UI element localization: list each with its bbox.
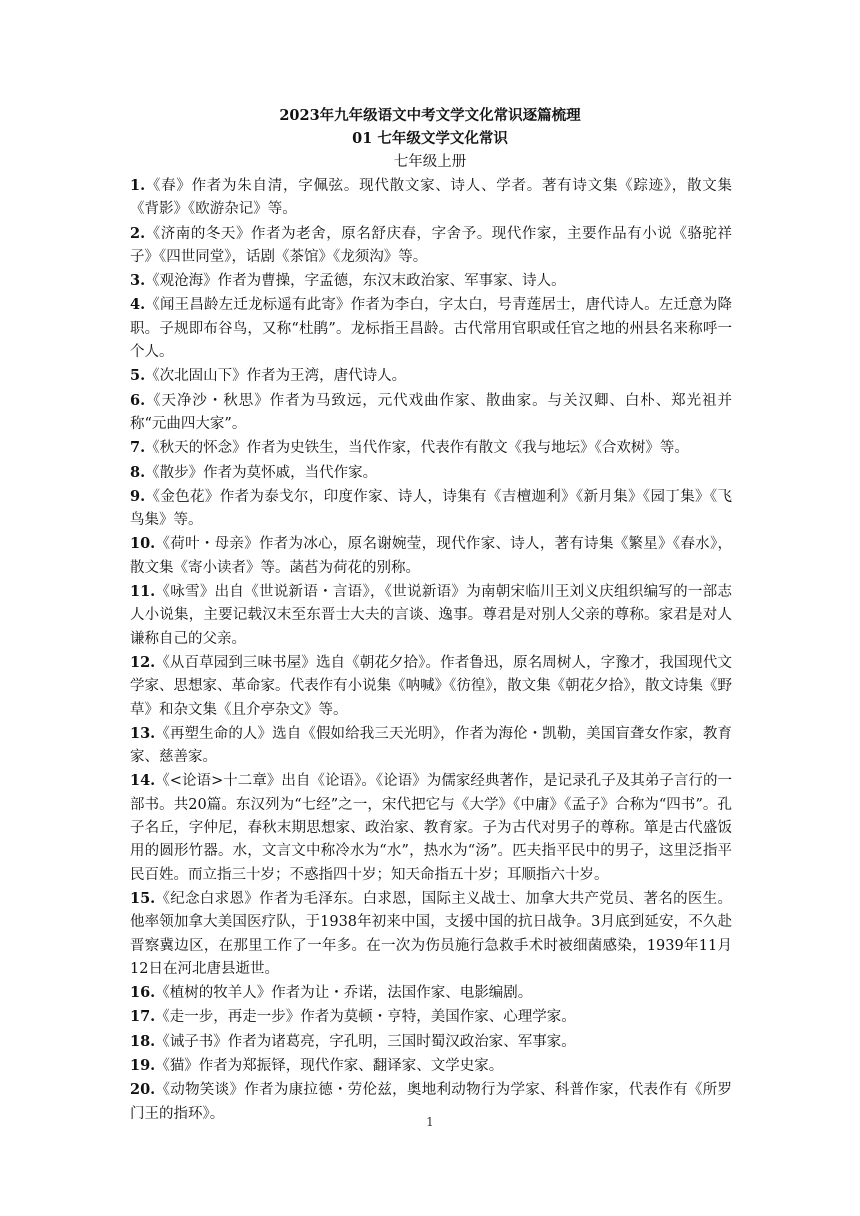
document-title: 2023年九年级语文中考文学文化常识逐篇梳理 — [279, 107, 581, 124]
item-list — [130, 174, 732, 1126]
item-text: 《咏雪》出自《世说新语・言语》，《世说新语》为南朝宋临川王刘义庆组织编写的一部志人小说集，主要记载汉末至东晋士大夫的言谈、逸事。尊君是对别人父亲的尊称。家君是对人谦称自己的父亲。 — [130, 584, 732, 647]
item-text: 《再塑生命的人》选自《假如给我三天光明》，作者为海伦・凯勒，美国盲聋女作家，教育家、慈善家。 — [130, 725, 732, 766]
item-text: 《植树的牧羊人》作者为让・乔诺，法国作家、电影编剧。 — [155, 985, 533, 1002]
item-number: 3. — [130, 272, 146, 290]
list-item — [130, 1030, 732, 1054]
item-text: 《闻王昌龄左迁龙标遥有此寄》作者为李白，字太白，号青莲居士，唐代诗人。左迁意为降职。子规即布谷鸟，又称“杜鹃”。龙标指王昌龄。古代常用官职或任官之地的州县名来称呼一个人。 — [130, 297, 732, 361]
list-item — [130, 222, 732, 270]
item-text: 《走一步，再走一步》作者为莫顿・亨特，美国作家、心理学家。 — [155, 1009, 576, 1026]
item-text: 《<论语>十二章》出自《论语》。《论语》为儒家经典著作，是记录孔子及其弟子言行的一部书。共20篇。东汉列为“七经”之一，宋代把它与《大学》《中庸》《孟子》合称为“四书”。孔子名丘，字仲尼，春秋末期思想家、政治家、教育家。子为古代对男子的尊称。箪是古代盛饭用的圆形竹器。水，文言文中称冷水为“水”，热水为“汤”。匹夫指平民中的男子，这里泛指平民百姓。而立指三十岁；不惑指四十岁；知天命指五十岁；耳顺指六十岁。 — [130, 773, 732, 883]
list-item — [130, 981, 732, 1005]
item-number: 15. — [130, 889, 156, 907]
item-number: 6. — [130, 391, 146, 409]
item-number: 2. — [130, 224, 146, 242]
item-text: 《荷叶・母亲》作者为冰心，原名谢婉莹，现代作家、诗人，著有诗集《繁星》《春水》，散文集《寄小读者》等。菡萏为荷花的别称。 — [130, 536, 732, 576]
list-item — [130, 389, 732, 437]
section-heading: 七年级上册 — [393, 154, 467, 170]
item-text: 《诫子书》作者为诸葛亮，字孔明，三国时蜀汉政治家、军事家。 — [155, 1033, 576, 1050]
item-number: 12. — [130, 653, 156, 671]
item-text: 《散步》作者为莫怀戚，当代作家。 — [145, 464, 378, 481]
list-item — [130, 651, 732, 722]
item-text: 《济南的冬天》作者为老舍，原名舒庆春，字舍予。现代作家，主要作品有小说《骆驼祥子》《四世同堂》，话剧《茶馆》《龙须沟》等。 — [130, 225, 732, 265]
item-text: 《动物笑谈》作者为康拉德・劳伦兹，奥地利动物行为学家、科普作家，代表作有《所罗门王的指环》。 — [130, 1082, 732, 1122]
item-number: 13. — [130, 724, 156, 742]
item-number: 8. — [130, 463, 146, 481]
item-text: 《观沧海》作者为曹操，字孟德，东汉末政治家、军事家、诗人。 — [145, 273, 566, 290]
list-item — [130, 580, 732, 651]
list-item — [130, 722, 732, 770]
item-number: 1. — [130, 177, 146, 194]
item-number: 17. — [130, 1008, 156, 1026]
item-text: 《春》作者为朱自清，字佩弦。现代散文家、诗人、学者。著有诗文集《踪迹》，散文集《背影》《欧游杂记》等。 — [130, 178, 732, 218]
list-item — [130, 1054, 732, 1078]
item-text: 《猫》作者为郑振铎，现代作家、翻译家、文学史家。 — [155, 1057, 504, 1074]
item-text: 《纪念白求恩》作者为毛泽东。白求恩，国际主义战士、加拿大共产党员、著名的医生。他率领加拿大美国医疗队，于1938年初来中国，支援中国的抗日战争。3月底到延安，不久赴晋察冀边区，在那里工作了一年多。在一次为伤员施行急救手术时被细菌感染，1939年11月12日在河北唐县逝世。 — [130, 890, 732, 977]
document-subtitle: 01 七年级文学文化常识 — [352, 130, 508, 147]
list-item — [130, 485, 732, 533]
item-number: 9. — [130, 487, 146, 505]
item-number: 16. — [130, 984, 156, 1002]
list-item — [130, 364, 732, 388]
list-item — [130, 436, 732, 460]
item-text: 《秋天的怀念》作者为史铁生，当代作家，代表作有散文《我与地坛》《合欢树》等。 — [145, 440, 689, 457]
item-number: 18. — [130, 1032, 156, 1050]
list-item — [130, 174, 732, 222]
list-item — [130, 293, 732, 364]
item-text: 《天净沙・秋思》作者为马致远，元代戏曲作家、散曲家。与关汉卿、白朴、郑光祖并称“元曲四大家”。 — [130, 392, 732, 432]
list-item — [130, 1005, 732, 1029]
list-item — [130, 532, 732, 580]
item-number: 19. — [130, 1056, 156, 1074]
item-number: 4. — [130, 296, 146, 314]
item-number: 10. — [130, 535, 156, 553]
item-text: 《从百草园到三味书屋》选自《朝花夕拾》。作者鲁迅，原名周树人，字豫才，我国现代文学家、思想家、革命家。代表作有小说集《呐喊》《彷徨》，散文集《朝花夕拾》，散文诗集《野草》和杂文集《且介亭杂文》等。 — [130, 654, 732, 718]
item-number: 7. — [130, 439, 146, 457]
list-item — [130, 269, 732, 293]
list-item — [130, 461, 732, 485]
item-number: 11. — [130, 583, 156, 601]
list-item — [130, 887, 732, 981]
item-text: 《金色花》作者为泰戈尔，印度作家、诗人，诗集有《吉檀迦利》《新月集》《园丁集》《飞鸟集》等。 — [130, 488, 732, 529]
item-number: 14. — [130, 772, 156, 790]
item-text: 《次北固山下》作者为王湾，唐代诗人。 — [145, 368, 407, 385]
item-number: 20. — [130, 1081, 156, 1099]
list-item — [130, 769, 732, 886]
page-number: 1 — [426, 1115, 434, 1129]
item-number: 5. — [130, 367, 146, 385]
